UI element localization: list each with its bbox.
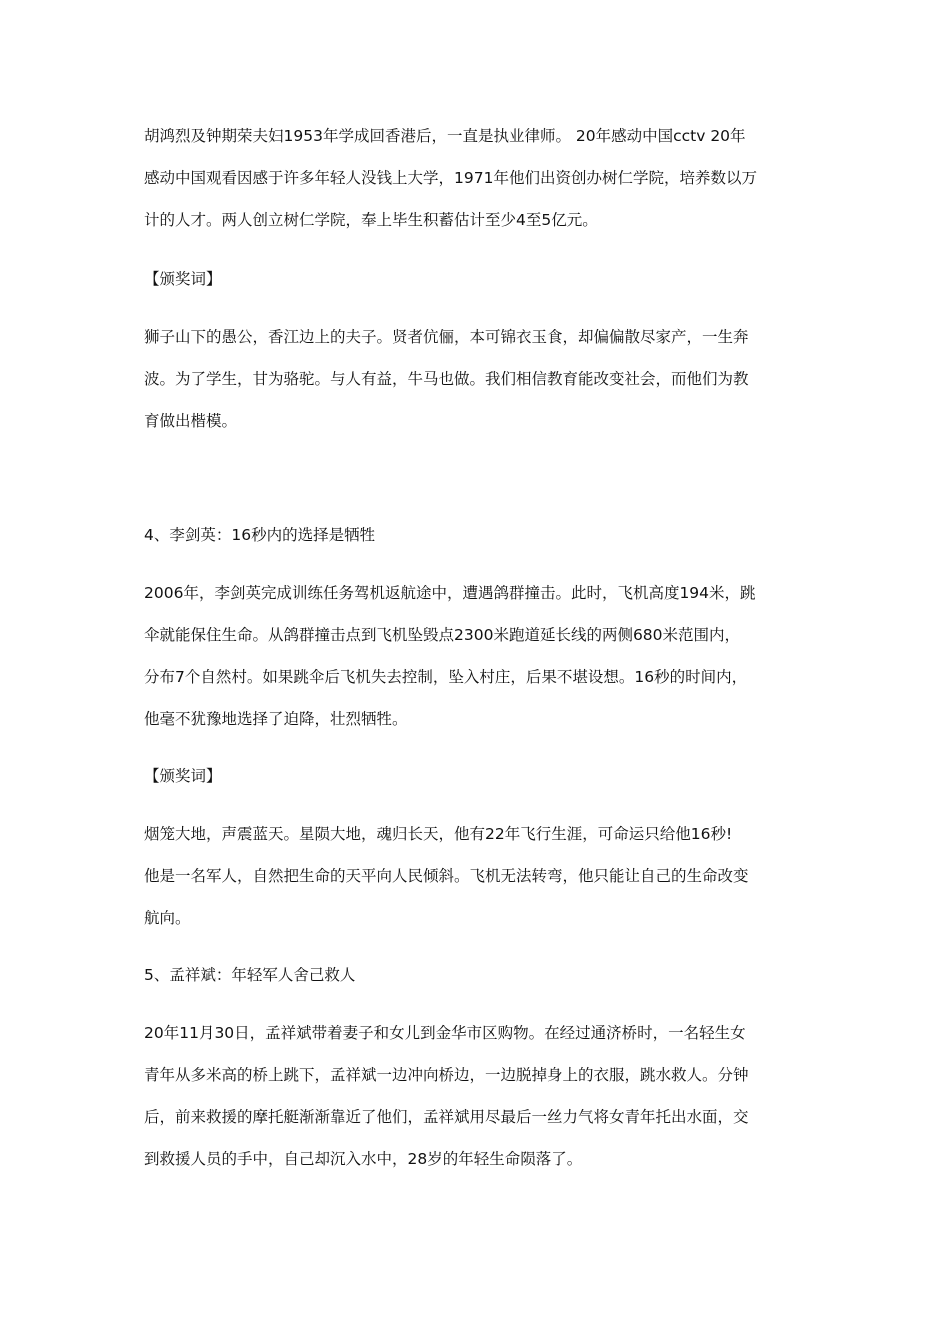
text-line: 感动中国观看因感于许多年轻人没钱上大学，1971年他们出资创办树仁学院，培养数以万: [144, 169, 757, 187]
text-line: 分布7个自然村。如果跳伞后飞机失去控制，坠入村庄，后果不堪设想。16秒的时间内，: [144, 668, 748, 686]
award-text-4: [144, 813, 808, 939]
paragraph-meng-xiangbin: [144, 1012, 808, 1180]
text-line: 2006年，李剑英完成训练任务驾机返航途中，遭遇鸽群撞击。此时，飞机高度194米，跳: [144, 584, 756, 602]
text-line: 到救援人员的手中，自己却沉入水中，28岁的年轻生命陨落了。: [144, 1150, 583, 1168]
award-heading: 【颁奖词】: [144, 270, 222, 288]
award-text-1: [144, 316, 808, 442]
award-label-4: [144, 755, 808, 797]
text-line: 胡鸿烈及钟期荣夫妇1953年学成回香港后，一直是执业律师。 20年感动中国cctv 20年: [144, 127, 746, 145]
text-line: 育做出楷模。: [144, 412, 238, 430]
text-line: 伞就能保住生命。从鸽群撞击点到飞机坠毁点2300米跑道延长线的两侧680米范围内，: [144, 626, 741, 644]
section-title: 5、孟祥斌：年轻军人舍己救人: [144, 966, 356, 984]
text-line: 他毫不犹豫地选择了迫降，壮烈牺牲。: [144, 710, 408, 728]
award-label-1: [144, 258, 808, 300]
paragraph-li-jianying: [144, 572, 808, 740]
text-line: 后，前来救援的摩托艇渐渐靠近了他们，孟祥斌用尽最后一丝力气将女青年托出水面，交: [144, 1108, 749, 1126]
text-line: 他是一名军人，自然把生命的天平向人民倾斜。飞机无法转弯，他只能让自己的生命改变: [144, 867, 749, 885]
paragraph-hu-honglie: [144, 115, 808, 241]
award-heading: 【颁奖词】: [144, 767, 222, 785]
text-line: 20年11月30日，孟祥斌带着妻子和女儿到金华市区购物。在经过通济桥时，一名轻生女: [144, 1024, 746, 1042]
text-line: 航向。: [144, 909, 191, 927]
text-line: 波。为了学生，甘为骆驼。与人有益，牛马也做。我们相信教育能改变社会，而他们为教: [144, 370, 749, 388]
section-heading-4: [144, 514, 808, 556]
text-line: 烟笼大地，声震蓝天。星陨大地，魂归长天，他有22年飞行生涯，可命运只给他16秒!: [144, 825, 733, 843]
text-line: 计的人才。两人创立树仁学院，奉上毕生积蓄估计至少4至5亿元。: [144, 211, 598, 229]
section-heading-5: [144, 954, 808, 996]
text-line: 青年从多米高的桥上跳下，孟祥斌一边冲向桥边，一边脱掉身上的衣服，跳水救人。分钟: [144, 1066, 749, 1084]
text-line: 狮子山下的愚公，香江边上的夫子。贤者伉俪，本可锦衣玉食，却偏偏散尽家产，一生奔: [144, 328, 749, 346]
section-title: 4、李剑英：16秒内的选择是牺牲: [144, 526, 376, 544]
